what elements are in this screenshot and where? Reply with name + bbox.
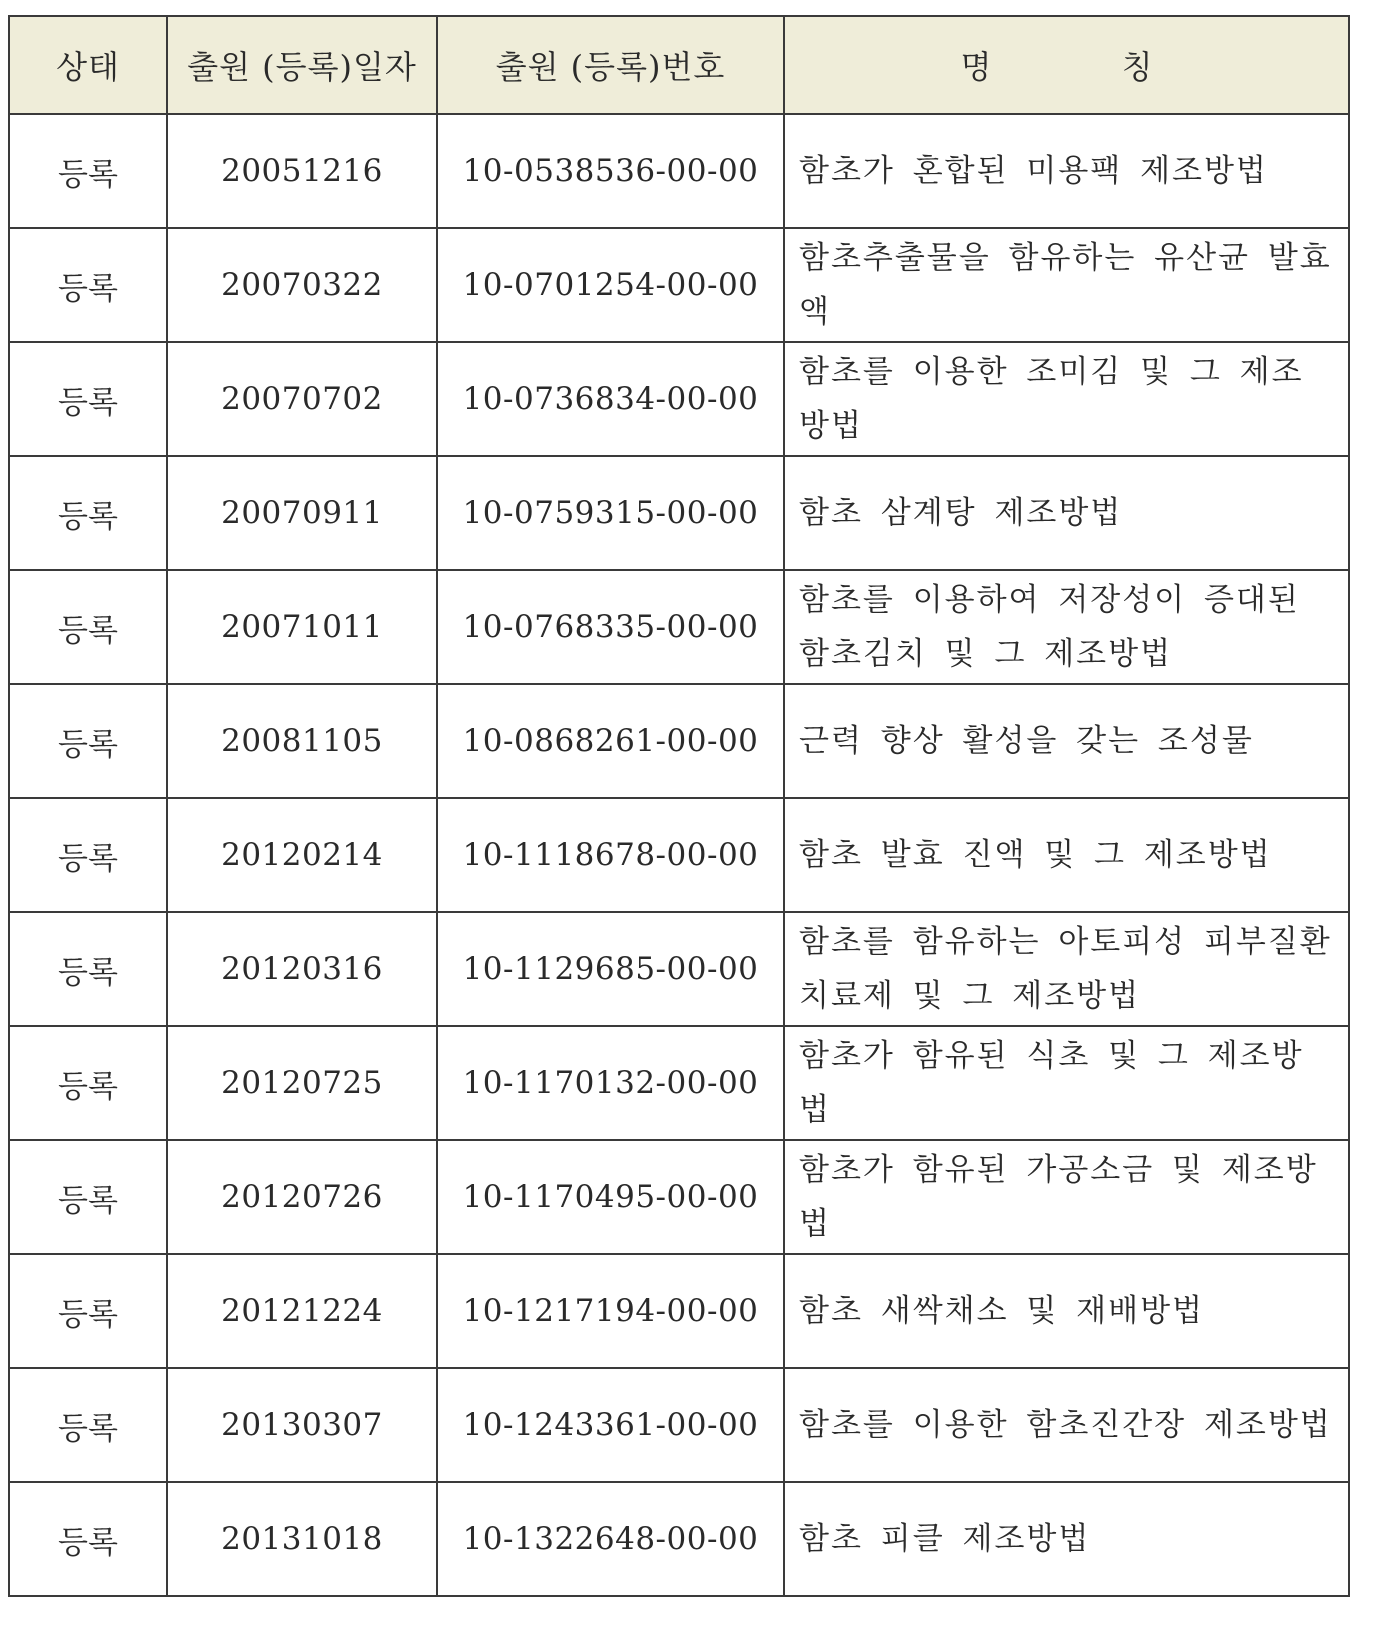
- cell-date: 20070911: [167, 456, 437, 570]
- cell-name: 함초를 이용한 조미김 및 그 제조방법: [784, 342, 1349, 456]
- cell-name: 근력 향상 활성을 갖는 조성물: [784, 684, 1349, 798]
- cell-name: 함초 발효 진액 및 그 제조방법: [784, 798, 1349, 912]
- cell-status: 등록: [9, 342, 167, 456]
- cell-date: 20121224: [167, 1254, 437, 1368]
- patent-table: [8, 15, 1350, 1597]
- cell-date: 20071011: [167, 570, 437, 684]
- cell-date: 20081105: [167, 684, 437, 798]
- cell-number: 10-0868261-00-00: [437, 684, 784, 798]
- cell-number: 10-0736834-00-00: [437, 342, 784, 456]
- cell-number: 10-1217194-00-00: [437, 1254, 784, 1368]
- cell-status: 등록: [9, 114, 167, 228]
- cell-number: 10-1170132-00-00: [437, 1026, 784, 1140]
- cell-status: 등록: [9, 228, 167, 342]
- table-row: [9, 342, 1349, 456]
- cell-name: 함초가 함유된 가공소금 및 제조방법: [784, 1140, 1349, 1254]
- cell-name: 함초추출물을 함유하는 유산균 발효액: [784, 228, 1349, 342]
- table-row: [9, 114, 1349, 228]
- table-row: [9, 1026, 1349, 1140]
- cell-status: 등록: [9, 1482, 167, 1596]
- cell-status: 등록: [9, 570, 167, 684]
- cell-status: 등록: [9, 798, 167, 912]
- cell-number: 10-1170495-00-00: [437, 1140, 784, 1254]
- table-row: [9, 228, 1349, 342]
- cell-name: 함초 피클 제조방법: [784, 1482, 1349, 1596]
- cell-status: 등록: [9, 1026, 167, 1140]
- cell-name: 함초를 함유하는 아토피성 피부질환 치료제 및 그 제조방법: [784, 912, 1349, 1026]
- header-name: 명 칭: [784, 16, 1349, 114]
- table-row: [9, 1368, 1349, 1482]
- cell-date: 20130307: [167, 1368, 437, 1482]
- cell-number: 10-1243361-00-00: [437, 1368, 784, 1482]
- table-row: [9, 1482, 1349, 1596]
- table-row: [9, 1140, 1349, 1254]
- cell-number: 10-0701254-00-00: [437, 228, 784, 342]
- cell-date: 20070702: [167, 342, 437, 456]
- cell-status: 등록: [9, 1140, 167, 1254]
- header-number: 출원 (등록)번호: [437, 16, 784, 114]
- cell-status: 등록: [9, 1368, 167, 1482]
- cell-status: 등록: [9, 1254, 167, 1368]
- cell-number: 10-1118678-00-00: [437, 798, 784, 912]
- cell-name: 함초가 함유된 식초 및 그 제조방법: [784, 1026, 1349, 1140]
- cell-name: 함초 새싹채소 및 재배방법: [784, 1254, 1349, 1368]
- cell-number: 10-1129685-00-00: [437, 912, 784, 1026]
- cell-name: 함초 삼계탕 제조방법: [784, 456, 1349, 570]
- header-row: [9, 16, 1349, 114]
- cell-status: 등록: [9, 684, 167, 798]
- table-row: [9, 912, 1349, 1026]
- table-header: [9, 16, 1349, 114]
- cell-date: 20120725: [167, 1026, 437, 1140]
- table-row: [9, 798, 1349, 912]
- header-status: 상태: [9, 16, 167, 114]
- table-row: [9, 1254, 1349, 1368]
- cell-name: 함초를 이용하여 저장성이 증대된 함초김치 및 그 제조방법: [784, 570, 1349, 684]
- table-row: [9, 570, 1349, 684]
- cell-date: 20131018: [167, 1482, 437, 1596]
- cell-status: 등록: [9, 912, 167, 1026]
- cell-number: 10-0759315-00-00: [437, 456, 784, 570]
- cell-name: 함초가 혼합된 미용팩 제조방법: [784, 114, 1349, 228]
- cell-date: 20120214: [167, 798, 437, 912]
- cell-number: 10-0538536-00-00: [437, 114, 784, 228]
- cell-number: 10-0768335-00-00: [437, 570, 784, 684]
- table-body: [9, 114, 1349, 1596]
- header-date: 출원 (등록)일자: [167, 16, 437, 114]
- cell-name: 함초를 이용한 함초진간장 제조방법: [784, 1368, 1349, 1482]
- cell-number: 10-1322648-00-00: [437, 1482, 784, 1596]
- cell-status: 등록: [9, 456, 167, 570]
- cell-date: 20070322: [167, 228, 437, 342]
- cell-date: 20120316: [167, 912, 437, 1026]
- cell-date: 20051216: [167, 114, 437, 228]
- table-row: [9, 684, 1349, 798]
- cell-date: 20120726: [167, 1140, 437, 1254]
- table-row: [9, 456, 1349, 570]
